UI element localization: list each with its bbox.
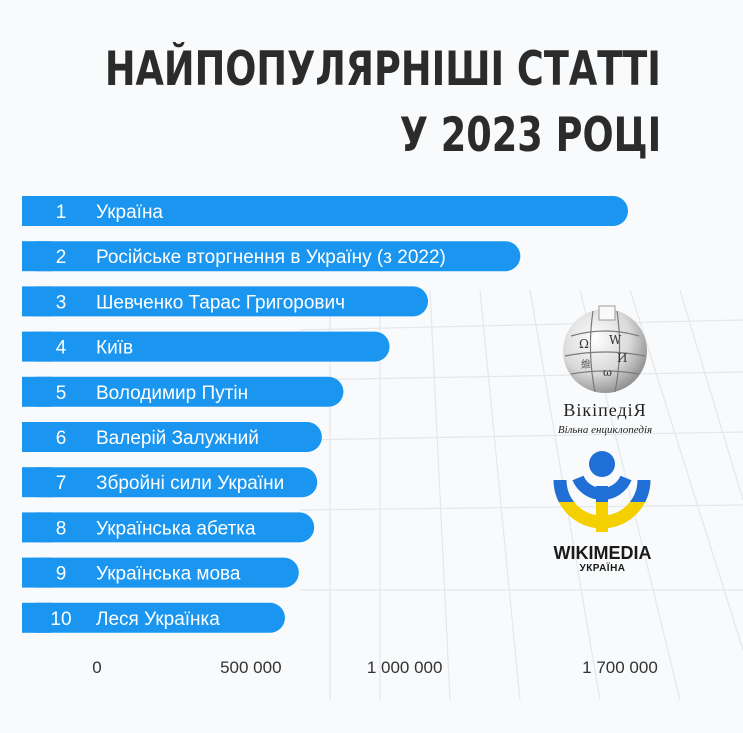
bar-row [22, 332, 390, 362]
bar-left-cap [22, 422, 52, 452]
svg-text:И: И [617, 351, 628, 365]
bar-row [22, 286, 428, 316]
bar-rank-label: 1 [55, 202, 67, 223]
x-axis [92, 658, 658, 677]
bar-left-cap [22, 512, 52, 542]
bar-left-cap [22, 377, 52, 407]
bar-rank-label: 7 [55, 473, 67, 495]
svg-text:Ω: Ω [579, 337, 589, 351]
bar-category-label: Українська мова [96, 563, 241, 585]
bar-category-label: Україна [96, 202, 164, 223]
bar-category-label: Шевченко Тарас Григорович [96, 292, 346, 314]
bars-layer [22, 196, 628, 633]
bar-rank-label: 8 [55, 518, 67, 540]
bar-rank-label: 9 [55, 563, 67, 585]
bar-category-label: Валерій Залужний [96, 428, 259, 449]
bar-category-label: Володимир Путін [96, 382, 249, 404]
bar-left-cap [22, 467, 52, 497]
x-tick-label: 0 [92, 658, 102, 677]
wikipedia-logo [547, 296, 663, 446]
wikimedia-wordmark: WIKIMEDIA [553, 543, 652, 563]
x-tick-label: 500 000 [220, 658, 282, 677]
bar-row [22, 603, 285, 633]
bar-row [22, 196, 628, 226]
bar [22, 332, 390, 362]
wikimedia-ukraine-symbol-icon [552, 450, 652, 540]
svg-text:W: W [609, 333, 622, 347]
page-title-line-2: У 2023 РОЦІ [399, 108, 661, 163]
bar-category-label: Українська абетка [96, 518, 256, 540]
bar-category-label: Збройні сили України [96, 473, 285, 495]
bar-rank-label: 5 [55, 382, 67, 404]
bar-row [22, 422, 322, 452]
bar-left-cap [22, 603, 52, 633]
bar-rank-label: 2 [55, 247, 67, 269]
bar-rank-label: 3 [55, 292, 67, 314]
bar-category-label: Російське вторгнення в Україну (з 2022) [96, 247, 446, 269]
wikipedia-puzzle-globe-icon [555, 296, 655, 396]
bar-left-cap [22, 196, 52, 226]
bar-left-cap [22, 286, 52, 316]
bar-rank-label: 10 [50, 608, 72, 630]
bar-left-cap [22, 332, 52, 362]
page-title-line-1: НАЙПОПУЛЯРНІШІ СТАТТІ [104, 42, 661, 97]
bar-category-label: Леся Українка [96, 608, 220, 630]
wikimedia-ukraine-logo [540, 450, 665, 580]
svg-text:維: 維 [581, 360, 591, 371]
wikipedia-tagline: Вільна енциклопедія [557, 424, 653, 436]
bar-row [22, 512, 314, 542]
x-tick-label: 1 700 000 [582, 658, 658, 677]
bar-rank-label: 4 [55, 337, 67, 359]
bar-category-label: Київ [96, 337, 134, 359]
bar-row [22, 558, 299, 588]
wikimedia-subtitle: УКРАЇНА [579, 563, 626, 574]
bar-row [22, 377, 343, 407]
bar-row [22, 467, 317, 497]
bar-left-cap [22, 241, 52, 271]
bar-rank-label: 6 [55, 428, 67, 449]
wikipedia-wordmark: ВікіпедіЯ [563, 400, 647, 420]
svg-text:ω: ω [603, 366, 612, 379]
bar-row [22, 241, 520, 271]
x-tick-label: 1 000 000 [366, 658, 443, 677]
bar-left-cap [22, 558, 52, 588]
